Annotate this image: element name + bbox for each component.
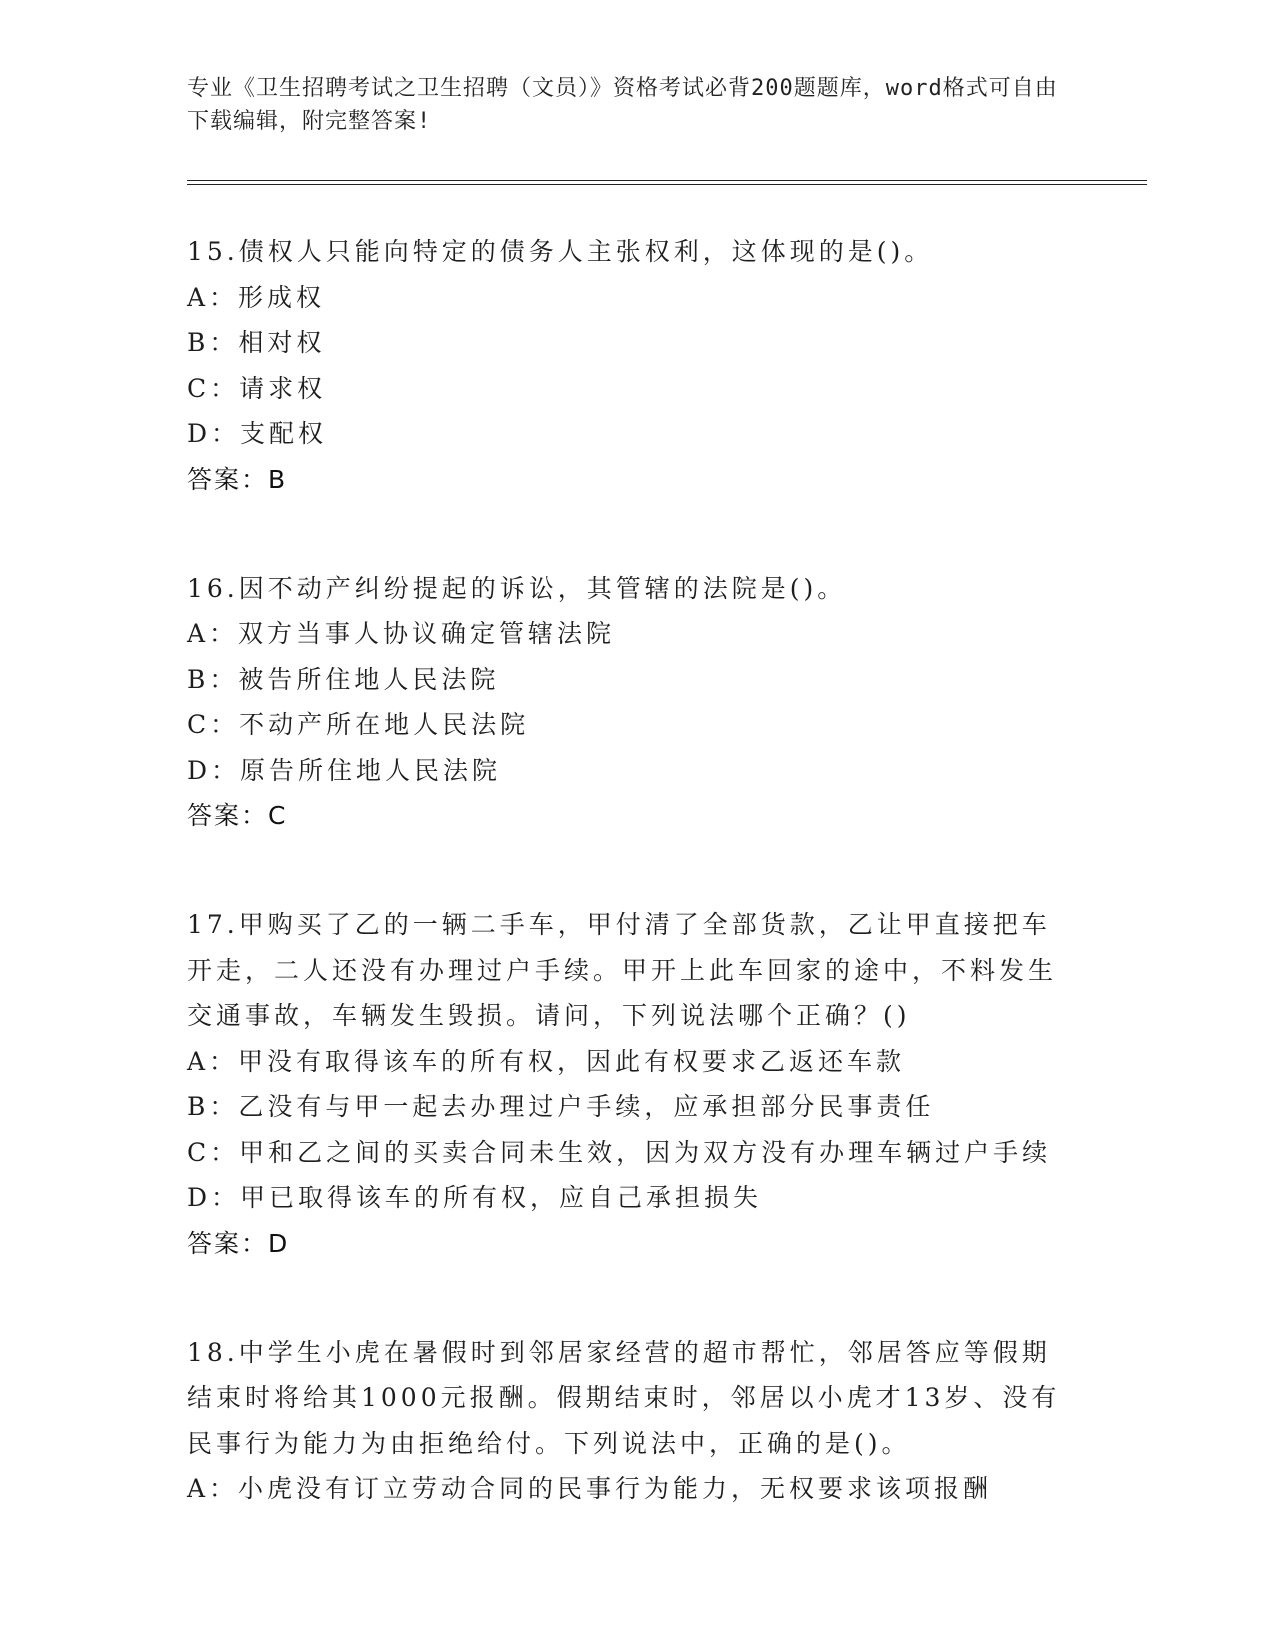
question-stem: 17.甲购买了乙的一辆二手车，甲付清了全部货款，乙让甲直接把车开走，二人还没有办理过户手续。甲开上此车回家的途中，不料发生交通事故，车辆发生毁损。请问，下列说法哪个正确？()	[187, 910, 1058, 1030]
answer-line: 答案：C	[187, 801, 288, 830]
option-d: D：原告所住地人民法院	[187, 755, 502, 785]
option-c: C：请求权	[187, 373, 327, 403]
question-list	[187, 229, 1147, 1512]
option-d: D：支配权	[187, 419, 328, 448]
option-c: C：甲和乙之间的买卖合同未生效，因为双方没有办理车辆过户手续	[187, 1137, 1052, 1167]
question-16	[187, 566, 1147, 839]
option-a: A：双方当事人协议确定管辖法院	[187, 619, 616, 648]
option-c: C：不动产所在地人民法院	[187, 710, 530, 739]
question-18	[187, 1330, 1147, 1512]
header-note: 专业《卫生招聘考试之卫生招聘（文员）》资格考试必背200题题库，word格式可自由下载编辑，附完整答案!	[187, 76, 1058, 134]
question-stem: 15.债权人只能向特定的债务人主张权利，这体现的是()。	[187, 237, 934, 266]
question-stem: 16.因不动产纠纷提起的诉讼，其管辖的法院是()。	[187, 573, 847, 603]
question-stem: 18.中学生小虎在暑假时到邻居家经营的超市帮忙，邻居答应等假期结束时将给其1000元报酬。假期结束时，邻居以小虎才13岁、没有民事行为能力为由拒绝给付。下列说法中，正确的是()。	[187, 1337, 1061, 1458]
option-a: A：小虎没有订立劳动合同的民事行为能力，无权要求该项报酬	[187, 1474, 993, 1503]
question-15	[187, 229, 1147, 502]
answer-line: 答案：D	[187, 1228, 290, 1258]
option-a: A：甲没有取得该车的所有权，因此有权要求乙返还车款	[187, 1046, 906, 1076]
option-b: B：相对权	[187, 328, 326, 357]
option-b: B：乙没有与甲一起去办理过户手续，应承担部分民事责任	[187, 1092, 935, 1121]
option-b: B：被告所住地人民法院	[187, 664, 500, 694]
question-17	[187, 902, 1147, 1266]
option-a: A：形成权	[187, 282, 326, 312]
answer-line: 答案：B	[187, 464, 288, 494]
document-page	[187, 72, 1147, 1576]
option-d: D：甲已取得该车的所有权，应自己承担损失	[187, 1183, 763, 1212]
header-divider	[187, 180, 1147, 185]
